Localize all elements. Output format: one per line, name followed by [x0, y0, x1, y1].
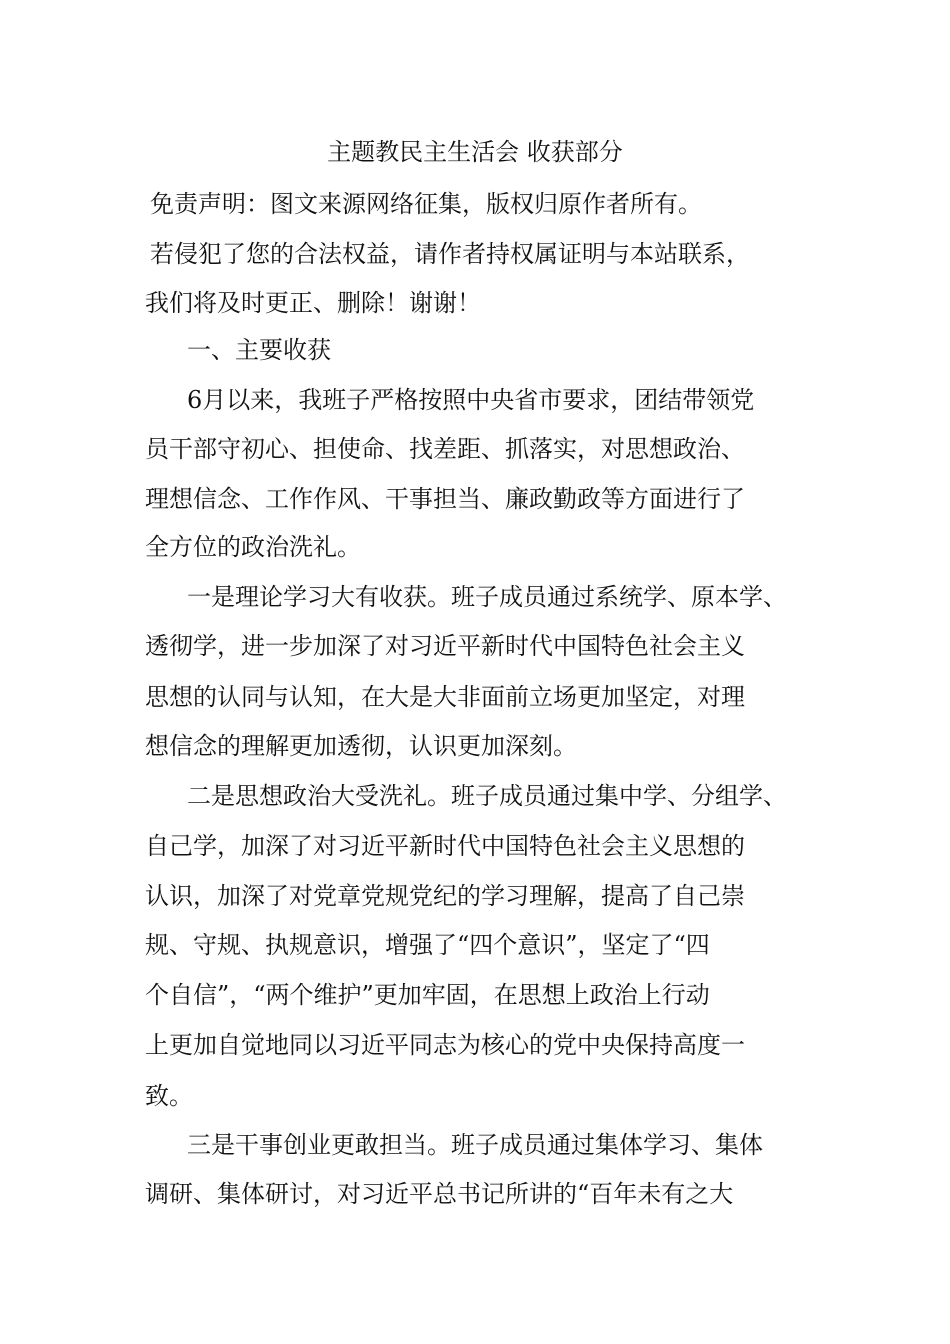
- paragraph-line: 调研、集体研讨，对习近平总书记所讲的“百年未有之大: [145, 1180, 734, 1208]
- paragraph-line: 规、守规、执规意识，增强了“四个意识”，坚定了“四: [145, 931, 710, 959]
- paragraph-line: 想信念的理解更加透彻，认识更加深刻。: [145, 732, 577, 760]
- paragraph-line: 自己学，加深了对习近平新时代中国特色社会主义思想的: [145, 832, 745, 860]
- paragraph-line: 三是干事创业更敢担当。班子成员通过集体学习、集体: [187, 1131, 763, 1159]
- paragraph-line: 全方位的政治洗礼。: [145, 533, 361, 561]
- paragraph-line: 个自信”，“两个维护”更加牢固，在思想上政治上行动: [145, 981, 710, 1009]
- paragraph-line: 员干部守初心、担使命、找差距、抓落实，对思想政治、: [145, 435, 745, 463]
- paragraph-line: 认识，加深了对党章党规党纪的学习理解，提高了自己崇: [145, 882, 745, 910]
- paragraph-line: 致。: [145, 1082, 193, 1110]
- disclaimer-line: 我们将及时更正、删除！谢谢！: [145, 289, 481, 317]
- disclaimer-line: 若侵犯了您的合法权益，请作者持权属证明与本站联系，: [150, 240, 750, 268]
- paragraph-line: 二是思想政治大受洗礼。班子成员通过集中学、分组学、: [187, 782, 787, 810]
- disclaimer-line: 免责声明：图文来源网络征集，版权归原作者所有。: [150, 190, 702, 218]
- paragraph-line: 上更加自觉地同以习近平同志为核心的党中央保持高度一: [145, 1031, 745, 1059]
- document-title: 主题教民主生活会 收获部分: [327, 138, 623, 166]
- paragraph-line: 6月以来，我班子严格按照中央省市要求，团结带领党: [187, 386, 755, 414]
- paragraph-line: 理想信念、工作作风、干事担当、廉政勤政等方面进行了: [145, 485, 745, 513]
- paragraph-line: 透彻学，进一步加深了对习近平新时代中国特色社会主义: [145, 632, 745, 660]
- paragraph-line: 一是理论学习大有收获。班子成员通过系统学、原本学、: [187, 583, 787, 611]
- paragraph-line: 思想的认同与认知，在大是大非面前立场更加坚定，对理: [145, 683, 745, 711]
- section-heading: 一、主要收获: [187, 336, 331, 364]
